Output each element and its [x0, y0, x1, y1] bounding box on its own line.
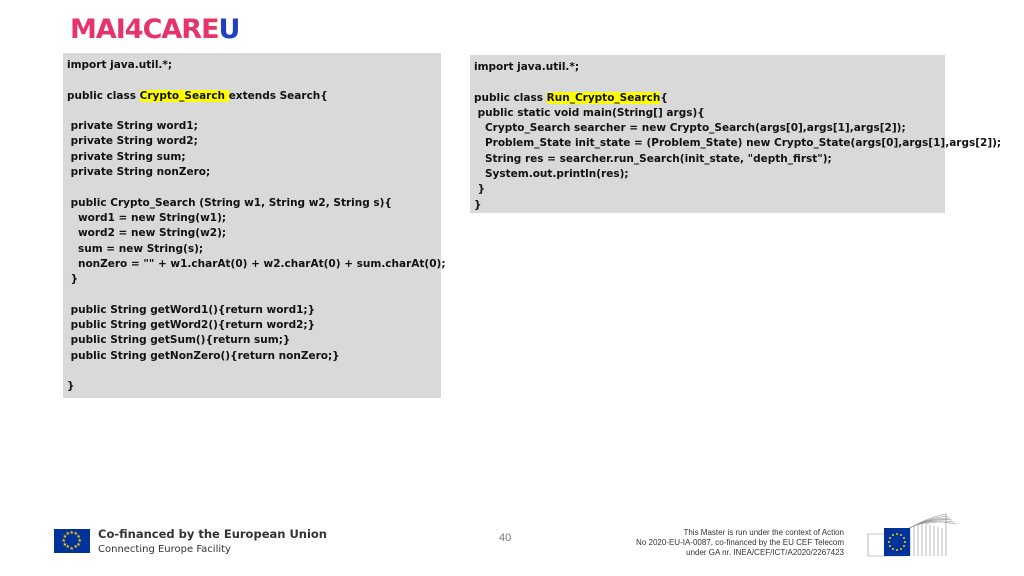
- code-line: [67, 58, 437, 73]
- eu-star-icon: ★: [62, 541, 68, 548]
- eu-star-icon: ★: [62, 533, 68, 540]
- code-line: [474, 152, 941, 167]
- code-line: [474, 75, 941, 90]
- code-line: [67, 226, 437, 241]
- code-text: extends Search{: [228, 89, 328, 102]
- eu-star-icon: ★: [77, 537, 82, 544]
- code-text: private String sum;: [67, 150, 186, 163]
- code-text: public String getWord2(){return word2;}: [67, 319, 316, 332]
- cef-label: Connecting Europe Facility: [98, 544, 231, 555]
- eu-star-icon: ★: [76, 533, 81, 540]
- code-line: [67, 379, 437, 394]
- code-text: public class: [474, 91, 547, 104]
- code-text: public String getSum(){return sum;}: [67, 334, 291, 347]
- action-disclaimer: [584, 528, 844, 558]
- eu-cofinanced-label: Co-financed by the European Union: [98, 527, 327, 541]
- eu-star-icon: ★: [65, 544, 70, 551]
- code-text: private String word1;: [67, 120, 198, 133]
- code-line: [67, 303, 437, 318]
- eu-text: [98, 527, 327, 555]
- code-line: [67, 180, 437, 195]
- code-line: [67, 134, 437, 149]
- eu-star-icon: ★: [61, 537, 66, 544]
- mai4careu-logo: [70, 14, 239, 44]
- eu-flag-icon: [54, 529, 90, 553]
- code-text: word1 = new String(w1);: [67, 211, 227, 224]
- code-line: [67, 349, 437, 364]
- code-line: [67, 318, 437, 333]
- disclaimer-line-3: under GA nr. INEA/CEF/ICT/A2020/2267423: [686, 548, 844, 557]
- code-text: public static void main(String[] args){: [474, 106, 705, 119]
- code-text: import java.util.*;: [474, 61, 580, 73]
- european-commission-logo-icon: [866, 512, 958, 557]
- code-line: [67, 272, 437, 287]
- code-line: [474, 121, 941, 136]
- logo-part-1: MA: [70, 13, 116, 45]
- eu-star-icon: ★: [65, 530, 70, 537]
- eu-star-icon: ★: [69, 545, 74, 552]
- code-line: [67, 119, 437, 134]
- code-text: {: [660, 91, 668, 104]
- disclaimer-line-1: This Master is run under the context of Action: [683, 528, 844, 537]
- code-text: }: [67, 380, 75, 393]
- code-text: public class: [67, 89, 140, 102]
- code-text: word2 = new String(w2);: [67, 227, 227, 240]
- eu-star-icon: ★: [76, 541, 81, 548]
- logo-part-2: I4CARE: [115, 13, 219, 45]
- code-text: String res = searcher.run_Search(init_state, "depth_first");: [474, 152, 832, 165]
- code-text: private String nonZero;: [67, 166, 211, 179]
- code-line: [67, 196, 437, 211]
- code-line: [474, 182, 941, 197]
- code-text: private String word2;: [67, 135, 198, 148]
- code-line: [474, 136, 1002, 151]
- code-block-crypto-search: [63, 53, 446, 398]
- eu-star-icon: ★: [73, 530, 78, 537]
- code-text: import java.util.*;: [67, 59, 173, 71]
- code-line: [67, 104, 437, 119]
- code-line: [67, 211, 437, 226]
- code-text: }: [474, 198, 482, 211]
- code-line: [67, 150, 437, 165]
- logo-part-3: U: [218, 13, 240, 45]
- code-line: [67, 364, 437, 379]
- code-text: }: [474, 183, 486, 196]
- highlighted-class-name: Run_Crypto_Search: [546, 91, 661, 104]
- code-text: Crypto_Search searcher = new Crypto_Search(args[0],args[1],args[2]);: [474, 122, 906, 135]
- code-text: nonZero = "" + w1.charAt(0) + w2.charAt(0) + sum.charAt(0);: [67, 257, 446, 270]
- eu-star-icon: ★: [73, 544, 78, 551]
- highlighted-class-name: Crypto_Search: [139, 89, 229, 102]
- code-text: public String getNonZero(){return nonZero;}: [67, 349, 340, 362]
- code-line: [67, 89, 437, 104]
- page-number: 40: [499, 532, 512, 544]
- code-line: [67, 287, 437, 302]
- code-block-run-crypto-search: [470, 55, 1002, 213]
- code-text: System.out.println(res);: [474, 168, 629, 181]
- code-line: [67, 73, 437, 88]
- code-text: }: [67, 273, 79, 286]
- code-line: [67, 257, 446, 272]
- code-line: [474, 106, 941, 121]
- code-line: [474, 167, 941, 182]
- disclaimer-line-2: No 2020-EU-IA-0087, co-financed by the EU CEF Telecom: [636, 538, 844, 547]
- code-line: [474, 60, 941, 75]
- code-text: sum = new String(s);: [67, 242, 204, 255]
- eu-star-icon: ★: [69, 529, 74, 536]
- code-text: public Crypto_Search (String w1, String w2, String s){: [67, 196, 392, 209]
- code-line: [474, 198, 941, 213]
- code-line: [67, 333, 437, 348]
- code-line: [67, 242, 437, 257]
- code-text: Problem_State init_state = (Problem_State) new Crypto_State(args[0],args[1],args[2]);: [474, 137, 1002, 150]
- code-text: public String getWord1(){return word1;}: [67, 303, 316, 316]
- code-line: [67, 165, 437, 180]
- eu-cofinance-block: [54, 527, 327, 555]
- code-line: [474, 91, 941, 106]
